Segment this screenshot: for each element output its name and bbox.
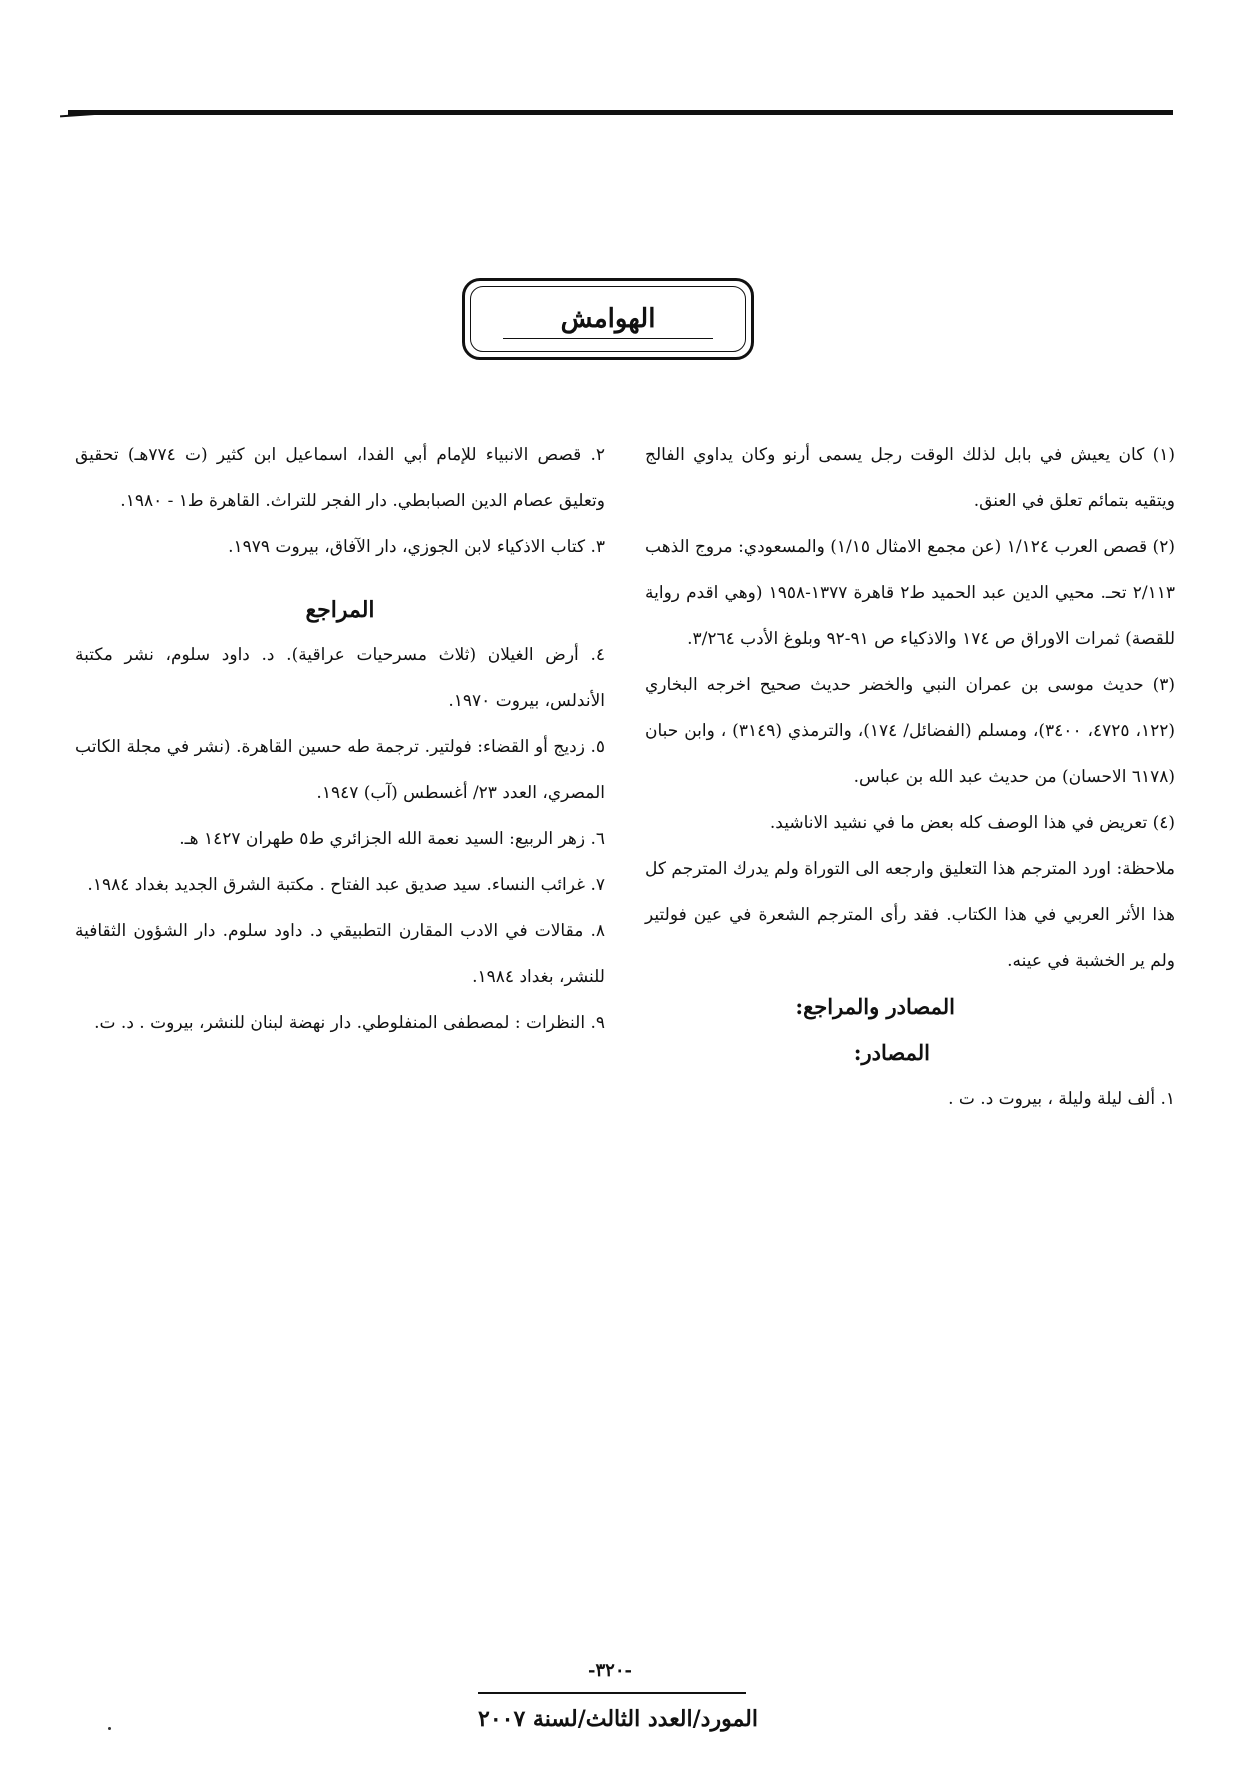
note-1: (١) كان يعيش في بابل لذلك الوقت رجل يسمى أرنو وكان يداوي الفالج ويتقيه بتمائم تعلق في العنق. [645,445,1175,511]
page-title: الهوامش [503,304,713,339]
page-number: -٣٢٠- [588,1660,632,1681]
sources-heading: المصادر: [853,1040,930,1065]
footer [470,1660,750,1681]
top-rule [68,110,1173,115]
reference-item-7: ٧. غرائب النساء. سيد صديق عبد الفتاح . مكتبة الشرق الجديد بغداد ١٩٨٤. [87,875,605,895]
reference-item-9: ٩. النظرات : لمصطفى المنفلوطي. دار نهضة لبنان للنشر، بيروت . د. ت. [94,1013,605,1033]
references-heading: المراجع [305,597,375,623]
reference-item-5: ٥. زديج أو القضاء: فولتير. ترجمة طه حسين القاهرة. (نشر في مجلة الكاتب المصري، العدد ٢٣/ أغسطس (آب) ١٩٤٧. [75,737,605,803]
scan-speck [108,1727,111,1730]
note-2: (٢) قصص العرب ١/١٢٤ (عن مجمع الامثال ١/١٥) والمسعودي: مروج الذهب ٢/١١٣ تحـ. محيي الدين عبد الحميد ط٢ قاهرة ١٣٧٧-١٩٥٨ (وهي اقدم رواية للقصة) ثمرات الاوراق ص ١٧٤ والاذكياء ص ٩١-٩٢ وبلوغ الأدب ٣/٢٦٤. [645,537,1175,649]
left-column [75,432,605,1046]
note-4: (٤) تعريض في هذا الوصف كله بعض ما في نشيد الاناشيد. [769,813,1175,833]
title-box [462,278,754,360]
journal-issue: المورد/العدد الثالث/لسنة ٢٠٠٧ [478,1706,758,1732]
sources-and-references-heading: المصادر والمراجع: [795,994,955,1019]
translator-remark: ملاحظة: اورد المترجم هذا التعليق وارجعه الى التوراة ولم يدرك المترجم كل هذا الأثر العربي في هذا الكتاب. فقد رأى المترجم الشعرة في عين فولتير ولم ير الخشبة في عينه. [645,859,1175,971]
right-column [645,432,1175,1122]
reference-item-8: ٨. مقالات في الادب المقارن التطبيقي د. داود سلوم. دار الشؤون الثقافية للنشر، بغداد ١٩٨٤. [75,921,605,987]
reference-item-6: ٦. زهر الربيع: السيد نعمة الله الجزائري ط٥ طهران ١٤٢٧ هـ. [179,829,605,849]
source-item-3: ٣. كتاب الاذكياء لابن الجوزي، دار الآفاق، بيروت ١٩٧٩. [228,537,605,557]
footer-rule [478,1692,746,1694]
reference-item-4: ٤. أرض الغيلان (ثلاث مسرحيات عراقية). د. داود سلوم، نشر مكتبة الأندلس، بيروت ١٩٧٠. [75,645,605,711]
source-item-1: ١. ألف ليلة وليلة ، بيروت د. ت . [948,1089,1175,1109]
note-3: (٣) حديث موسى بن عمران النبي والخضر حديث صحيح اخرجه البخاري (١٢٢، ٤٧٢٥، ٣٤٠٠)، ومسلم (الفضائل/ ١٧٤)، والترمذي (٣١٤٩) ، وابن حبان (٦١٧٨ الاحسان) من حديث عبد الله بن عباس. [645,675,1175,787]
source-item-2: ٢. قصص الانبياء للإمام أبي الفدا، اسماعيل ابن كثير (ت ٧٧٤هـ) تحقيق وتعليق عصام الدين الصبابطي. دار الفجر للتراث. القاهرة ط١ - ١٩٨٠. [75,445,605,511]
